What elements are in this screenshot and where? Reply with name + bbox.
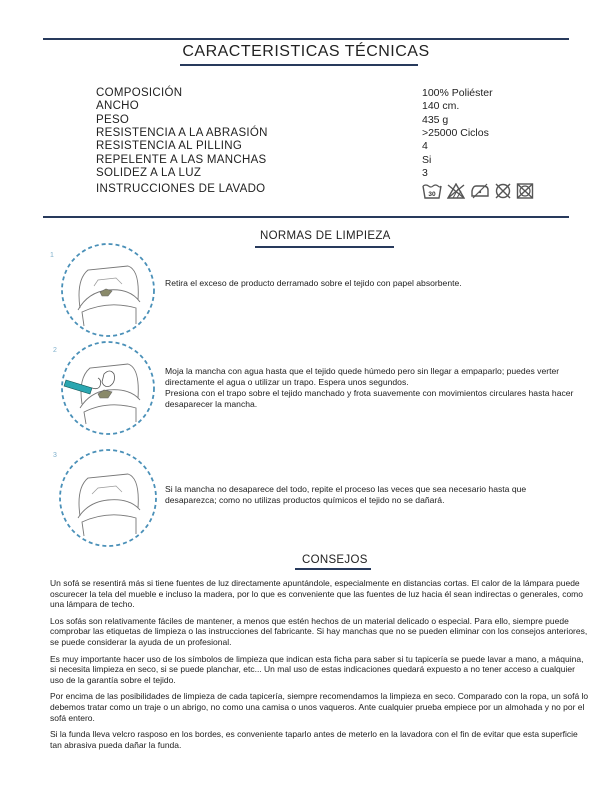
spec-label: PESO — [96, 113, 130, 126]
consejos-paragraph-2: Los sofás son relativamente fáciles de mantener, a menos que estén hechos de un material delicado o especial. Para ello, siempre puede comprobar las etiquetas de limpieza o las instrucciones del fabricante. Si hay manchas que no se pueden eliminar con los consejos anteriores, se puede considerar la ayuda de un profesional. — [50, 615, 588, 647]
step-number-1: 1 — [50, 252, 54, 259]
iron-icon — [470, 183, 490, 199]
spec-row-repelente — [96, 153, 556, 166]
no-tumble-dry-icon — [516, 183, 534, 199]
spec-value: >25000 Ciclos — [422, 127, 489, 140]
step-2-sofa-illustration — [58, 338, 158, 438]
wash-temperature: 30 — [428, 191, 436, 199]
spec-row-peso — [96, 114, 556, 127]
normas-underline — [255, 246, 394, 248]
consejos-paragraph-1: Un sofá se resentirá más si tiene fuentes de luz directamente apuntándole, especialmente en distancias cortas. El calor de la lámpara puede oscurecer la tela del mueble e incluso la madera, por lo que es conveniente que las fuentes de luz hacia él sean indirectas o generales, como una lámpara de techo. — [50, 578, 583, 610]
step-2-text-line-b: Presiona con el trapo sobre el tejido manchado y frota suavemente con movimientos circulares hasta hacer desaparecer la mancha. — [165, 388, 574, 409]
normas-heading: NORMAS DE LIMPIEZA — [260, 230, 391, 242]
spec-row-composicion — [96, 87, 556, 100]
spec-row-solidez — [96, 167, 556, 180]
top-rule — [43, 38, 569, 40]
consejos-paragraph-3: Es muy importante hacer uso de los símbolos de limpieza que indican esta ficha para saber si tu tapicería se puede lavar a mano, a máquina, si necesita limpieza en seco, si se puede planchar, etc... Un mal uso de estas indicaciones quedará expuesto a no tener acceso a cualquier uso de la garantía sobre el tejido. — [50, 653, 584, 685]
step-number-2: 2 — [53, 347, 57, 354]
consejos-heading: CONSEJOS — [302, 554, 368, 566]
step-2-text — [165, 366, 575, 410]
spec-value: 140 cm. — [422, 100, 460, 113]
title-underline — [180, 64, 418, 66]
spec-label: REPELENTE A LAS MANCHAS — [96, 153, 267, 166]
no-bleach-icon — [446, 183, 466, 199]
consejos-paragraph-5: Si la funda lleva velcro rasposo en los bordes, es conveniente taparlo antes de meterlo en la lavadora con el fin de evitar que esta superficie tan abrasiva pueda dañar la funda. — [50, 729, 578, 750]
section-rule — [43, 216, 569, 218]
spec-label: SOLIDEZ A LA LUZ — [96, 166, 202, 179]
spec-value: 435 g — [422, 113, 449, 126]
spec-value: Si — [422, 153, 432, 166]
spec-row-lavado — [96, 180, 556, 198]
step-number-3: 3 — [53, 452, 57, 459]
spec-value: 100% Poliéster — [422, 87, 493, 100]
spec-value: 4 — [422, 140, 428, 153]
spec-label: RESISTENCIA AL PILLING — [96, 140, 243, 153]
spec-value: 3 — [422, 166, 428, 179]
no-dry-clean-icon — [494, 183, 512, 199]
spec-label: ANCHO — [96, 100, 140, 113]
step-1-sofa-illustration — [58, 240, 158, 340]
consejos-underline — [295, 568, 371, 570]
wash-30-icon — [422, 183, 442, 199]
spec-row-ancho — [96, 100, 556, 113]
consejos-paragraph-4: Por encima de las posibilidades de limpieza de cada tapicería, siempre recomendamos la limpieza en seco. Comparado con la ropa, un sofá lo debemos tratar como un traje o un abrigo, no como una camisa o unos vaqueros. Ante cualquier prueba empiece por un almohada y no por el sofá entero. — [50, 691, 589, 723]
spec-label: RESISTENCIA A LA ABRASIÓN — [96, 127, 268, 140]
spec-row-pilling — [96, 140, 556, 153]
specs-table — [96, 87, 556, 198]
spec-label: INSTRUCCIONES DE LAVADO — [96, 182, 266, 195]
spec-label: COMPOSICIÓN — [96, 87, 183, 100]
wash-icons — [422, 183, 534, 199]
step-1-text: Retira el exceso de producto derramado sobre el tejido con papel absorbente. — [165, 278, 462, 288]
step-3-text: Si la mancha no desaparece del todo, repite el proceso las veces que sea necesario hasta que desaparezca; como no utilizas productos químicos el tejido no se dañará. — [165, 484, 527, 505]
step-2-text-line-a: Moja la mancha con agua hasta que el tejido quede húmedo pero sin llegar a empaparlo; puedes verter directamente el agua o utilizar un trapo. Espera unos segundos. — [165, 366, 560, 387]
consejos-body — [50, 578, 590, 756]
step-3-sofa-illustration — [56, 446, 160, 550]
page-title: CARACTERISTICAS TÉCNICAS — [182, 43, 430, 60]
spec-row-abrasion — [96, 127, 556, 140]
